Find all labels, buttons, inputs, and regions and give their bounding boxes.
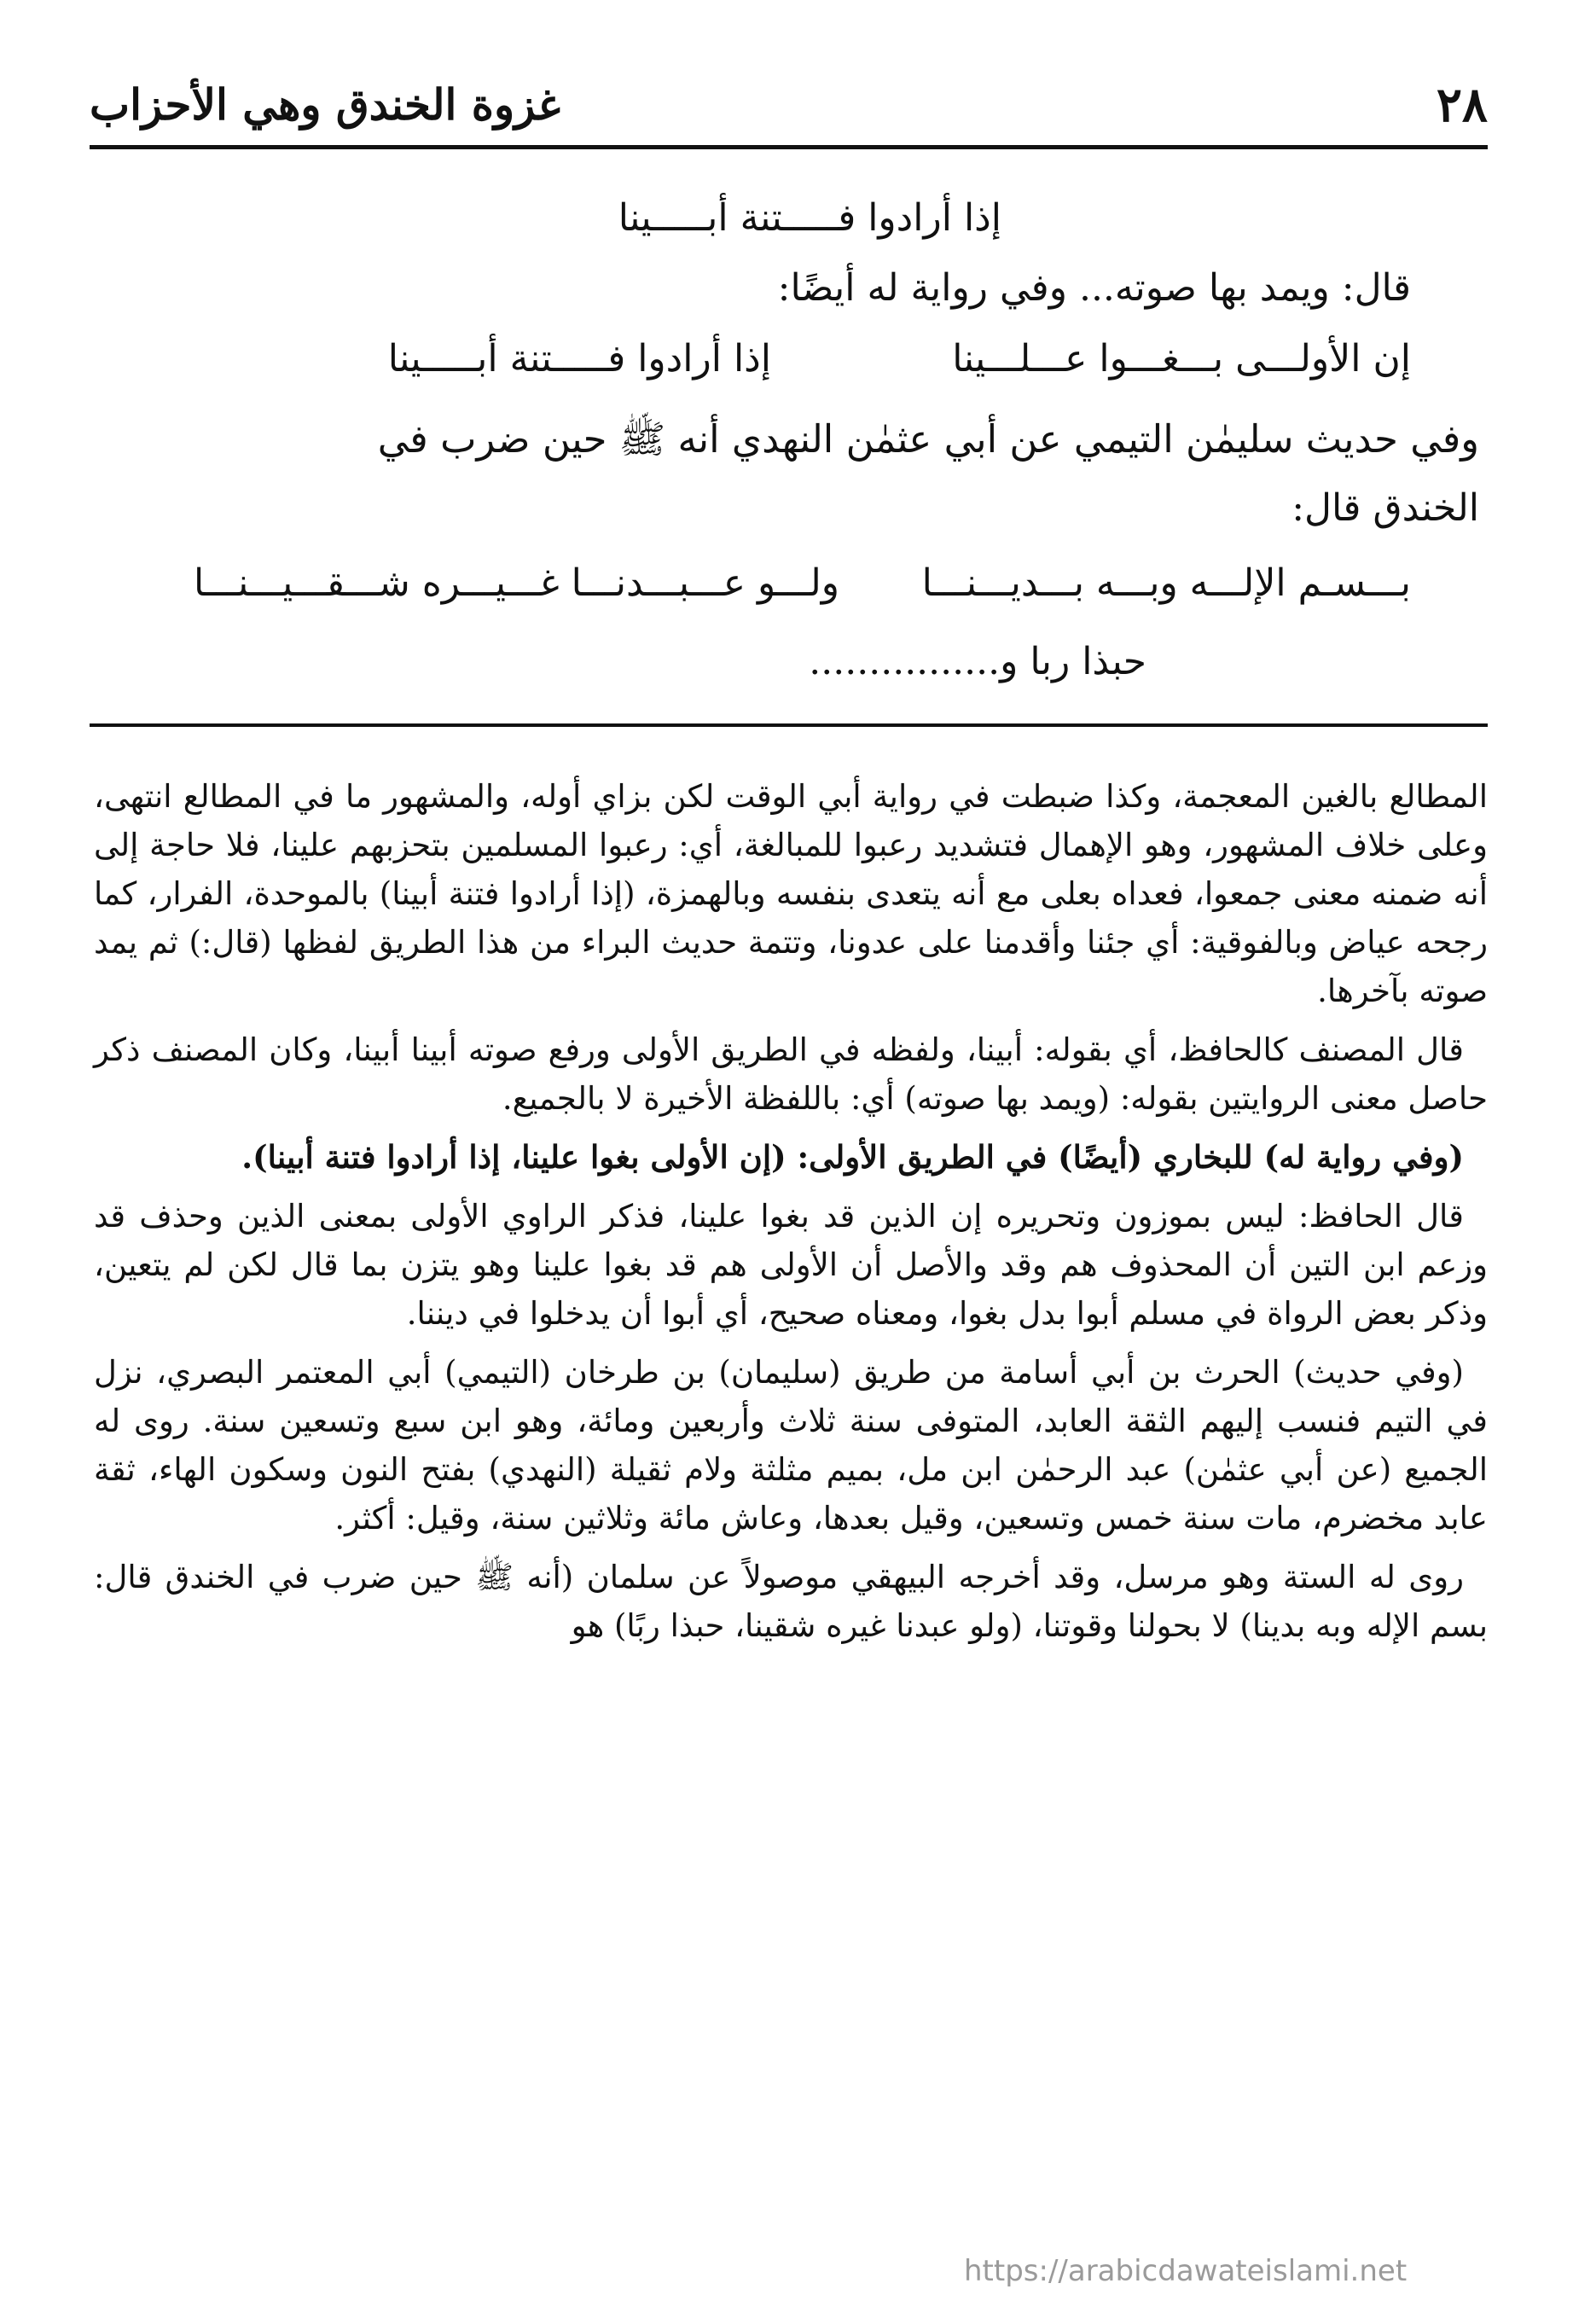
commentary-paragraph-4: قال الحافظ: ليس بموزون وتحريره إن الذين قد بغوا علينا، فذكر الراوي الأولى بمعنى الذين وحذف قد وزعم ابن التين أن المحذوف هم وقد والأصل أن الأولى هم قد بغوا علينا وهو يتزن بما قال لكن لم يتعين، وذكر بعض الرواة في مسلم أبوا بدل بغوا، ومعناه صحيح، أي أبوا أن يدخلوا في ديننا.	[94, 1198, 1488, 1332]
page-number: ٢٨	[1436, 77, 1488, 133]
commentary-separator-rule	[90, 723, 1488, 727]
verse-line-6-hemistich-2: ولـــو عـــبـــدنـــا غـــيـــره شـــقـــيـــنـــا	[193, 561, 839, 605]
commentary-paragraph-6: روى له الستة وهو مرسل، وقد أخرجه البيهقي موصولاً عن سلمان (أنه ﷺ حين ضرب في الخندق قال: بسم الإله وبه بدينا) لا بحولنا وقوتنا، (ولو عبدنا غيره شقينا، حبذا ربًا) هو	[94, 1559, 1488, 1644]
commentary-paragraph-3: (وفي رواية له) للبخاري (أيضًا) في الطريق الأولى: (إن الأولى بغوا علينا، إذا أرادوا فتنة أبينا).	[241, 1138, 1464, 1176]
commentary-paragraph-5: (وفي حديث) الحرث بن أبي أسامة من طريق (سليمان) بن طرخان (التيمي) أبي المعتمر البصري، نزل في التيم فنسب إليهم الثقة العابد، المتوفى سنة ثلاث وأربعين ومائة، وهو ابن سبع وتسعين سنة. روى له الجميع (عن أبي عثمٰن) عبد الرحمٰن ابن مل، بميم مثلثة ولام ثقيلة (النهدي) بفتح النون وسكون الهاء، ثقة عابد مخضرم، مات سنة خمس وتسعين، وقيل بعدها، وعاش مائة وثلاثين سنة، وقيل: أكثر.	[94, 1354, 1488, 1537]
verse-line-1: إذا أرادوا فـــــتنة أبـــــينا	[618, 196, 1001, 240]
running-title: غزوة الخندق وهي الأحزاب	[90, 79, 560, 130]
verse-line-3-hemistich-2: إذا أرادوا فـــــتنة أبـــــينا	[387, 337, 771, 381]
verse-line-6-hemistich-1: بـــسـم الإلـــه وبـــه بـــديـــنـــا	[921, 561, 1411, 605]
commentary-text	[94, 772, 1488, 1660]
commentary-paragraph-1: المطالع بالغين المعجمة، وكذا ضبطت في رواية أبي الوقت لكن بزاي أوله، والمشهور ما في المطالع انتهى، وعلى خلاف المشهور، وهو الإهمال فتشديد رعبوا للمبالغة، أي: رعبوا المسلمين بتحزبهم علينا، فلا حاجة إلى أنه ضمنه معنى جمعوا، فعداه بعلى مع أنه يتعدى بنفسه وبالهمزة، (إذا أرادوا فتنة أبينا) بالموحدة، الفرار، كما رجحه عياض وبالفوقية: أي جئنا وأقدمنا على عدونا، وتتمة حديث البراء من هذا الطريق لفظها (قال:) ثم يمد صوته بآخرها.	[94, 778, 1488, 1009]
main-line-4: وفي حديث سليمٰن التيمي عن أبي عثمٰن النهدي أنه ﷺ حين ضرب في	[377, 416, 1479, 462]
watermark-url: https://arabicdawateislami.net	[964, 2254, 1408, 2288]
commentary-paragraph-2: قال المصنف كالحافظ، أي بقوله: أبينا، ولفظه في الطريق الأولى ورفع صوته أبينا أبينا، وكان المصنف ذكر حاصل معنى الروايتين بقوله: (ويمد بها صوته) أي: باللفظة الأخيرة لا بالجميع.	[94, 1031, 1488, 1117]
main-line-7: حبذا ربا و................	[809, 640, 1146, 683]
main-line-5: الخندق قال:	[1291, 486, 1479, 530]
verse-line-3-hemistich-1: إن الأولـــى بـــغـــوا عـــلـــينا	[952, 337, 1411, 381]
main-line-2: قال: ويمد بها صوته... وفي رواية له أيضًا:	[777, 266, 1411, 310]
header-rule	[90, 145, 1488, 149]
